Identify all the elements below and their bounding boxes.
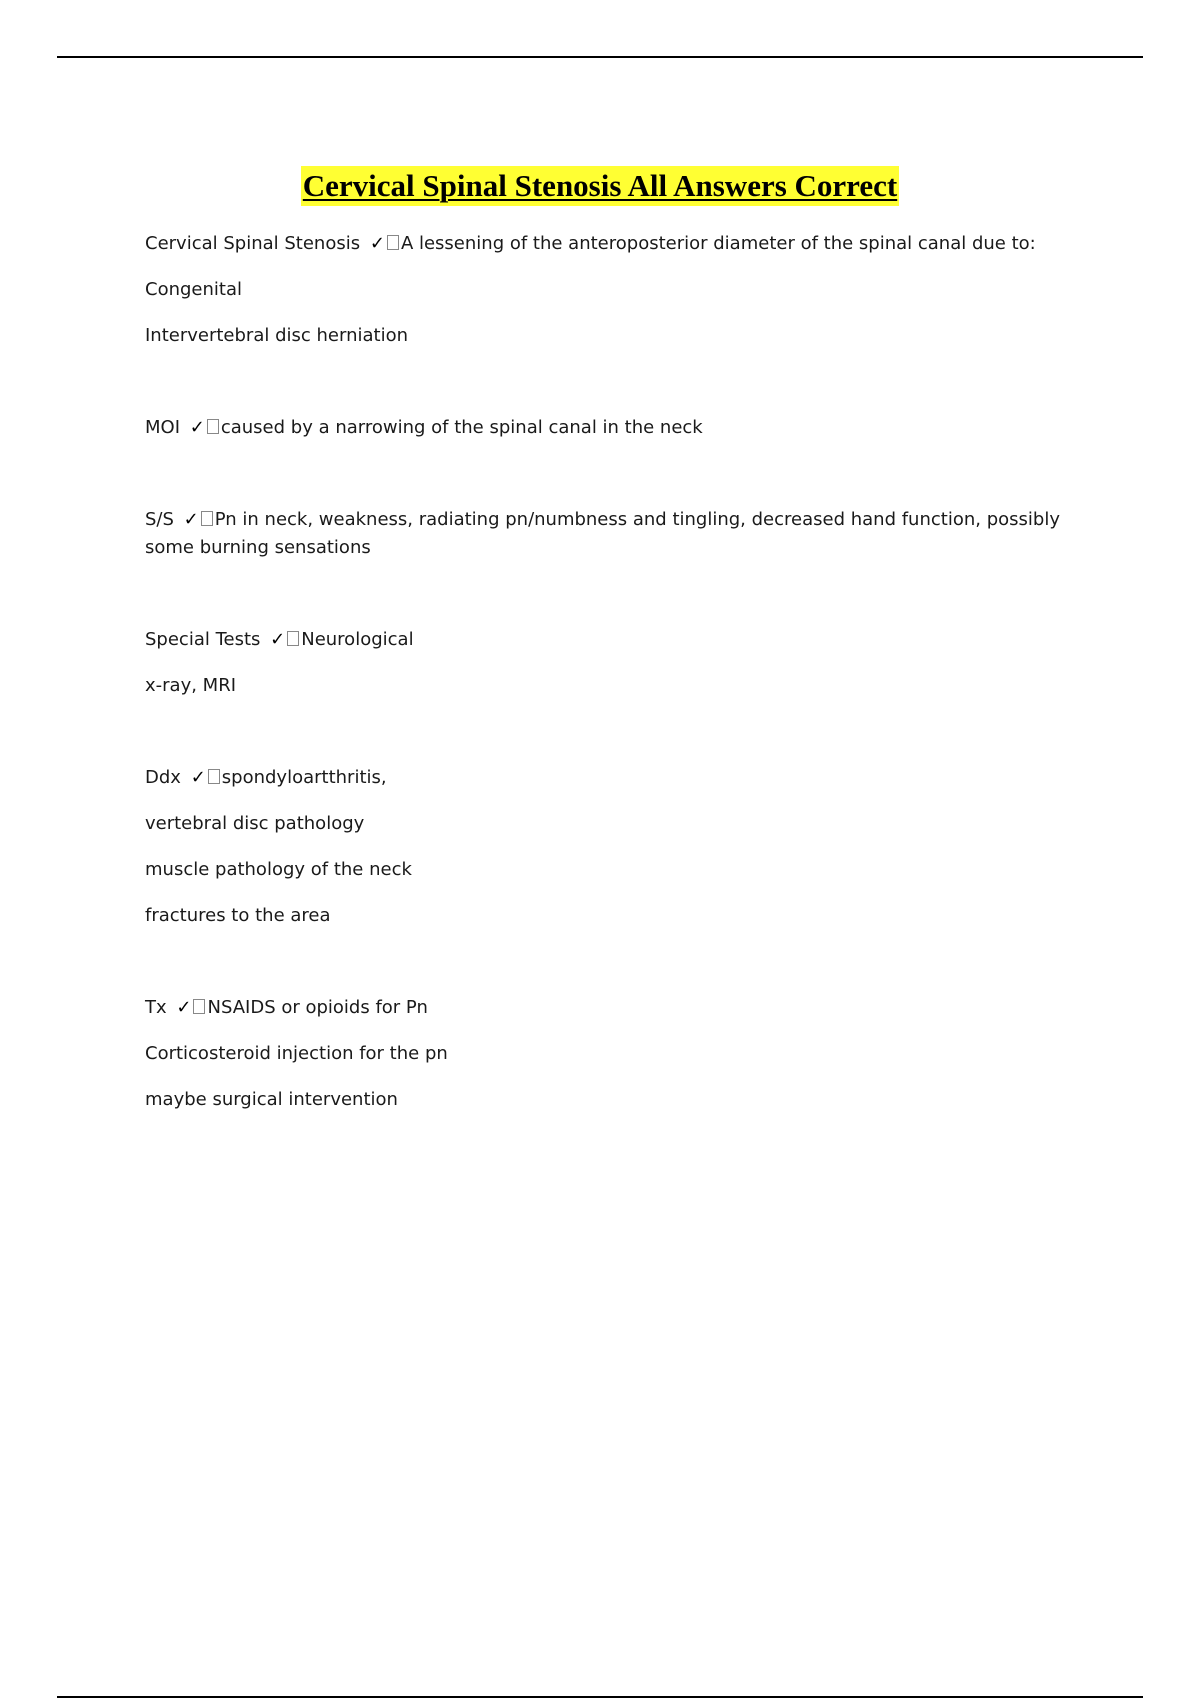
check-icon: ✓ <box>176 997 192 1018</box>
check-icon: ✓ <box>190 767 206 788</box>
entry-term: S/S <box>145 509 174 530</box>
missing-glyph-box-icon <box>387 235 399 250</box>
check-icon: ✓ <box>183 509 199 530</box>
entry-term: Special Tests <box>145 629 261 650</box>
missing-glyph-box-icon <box>193 999 205 1014</box>
entry-definition-continued: some burning sensations <box>145 537 371 558</box>
entry-extra-line: Intervertebral disc herniation <box>145 325 408 346</box>
check-icon: ✓ <box>369 233 385 254</box>
entry-line <box>145 626 1065 654</box>
document-body <box>145 230 1065 1132</box>
entry-definition: Pn in neck, weakness, radiating pn/numbness and tingling, decreased hand function, possibly <box>214 509 1060 530</box>
entry-line <box>145 230 1065 258</box>
check-icon: ✓ <box>189 417 205 438</box>
entry-line <box>145 994 1065 1022</box>
entry-definition: spondyloartthritis, <box>221 767 387 788</box>
check-icon: ✓ <box>270 629 286 650</box>
entry-extra-line: Congenital <box>145 279 242 300</box>
title-container <box>0 166 1200 206</box>
missing-glyph-box-icon <box>208 769 220 784</box>
entry-line <box>145 764 1065 792</box>
entry-extra-line: Corticosteroid injection for the pn <box>145 1043 448 1064</box>
entry-extra-line: muscle pathology of the neck <box>145 859 412 880</box>
document-title: Cervical Spinal Stenosis All Answers Correct <box>301 166 899 206</box>
missing-glyph-box-icon <box>201 511 213 526</box>
entry-definition: NSAIDS or opioids for Pn <box>207 997 428 1018</box>
entry-extra-line: vertebral disc pathology <box>145 813 365 834</box>
entry-line <box>145 414 1065 442</box>
entry-extra-line: fractures to the area <box>145 905 331 926</box>
entry-extra-line: x-ray, MRI <box>145 675 237 696</box>
missing-glyph-box-icon <box>207 419 219 434</box>
header-rule <box>57 56 1143 58</box>
entry-line <box>145 506 1065 534</box>
entry-term: Ddx <box>145 767 181 788</box>
entry-term: Cervical Spinal Stenosis <box>145 233 361 254</box>
missing-glyph-box-icon <box>287 631 299 646</box>
entry-definition: A lessening of the anteroposterior diameter of the spinal canal due to: <box>400 233 1036 254</box>
entry-extra-line: maybe surgical intervention <box>145 1089 398 1110</box>
entry-definition: caused by a narrowing of the spinal canal in the neck <box>220 417 703 438</box>
entry-term: Tx <box>145 997 167 1018</box>
footer-rule <box>57 1696 1143 1698</box>
entry-definition: Neurological <box>301 629 414 650</box>
entry-term: MOI <box>145 417 181 438</box>
